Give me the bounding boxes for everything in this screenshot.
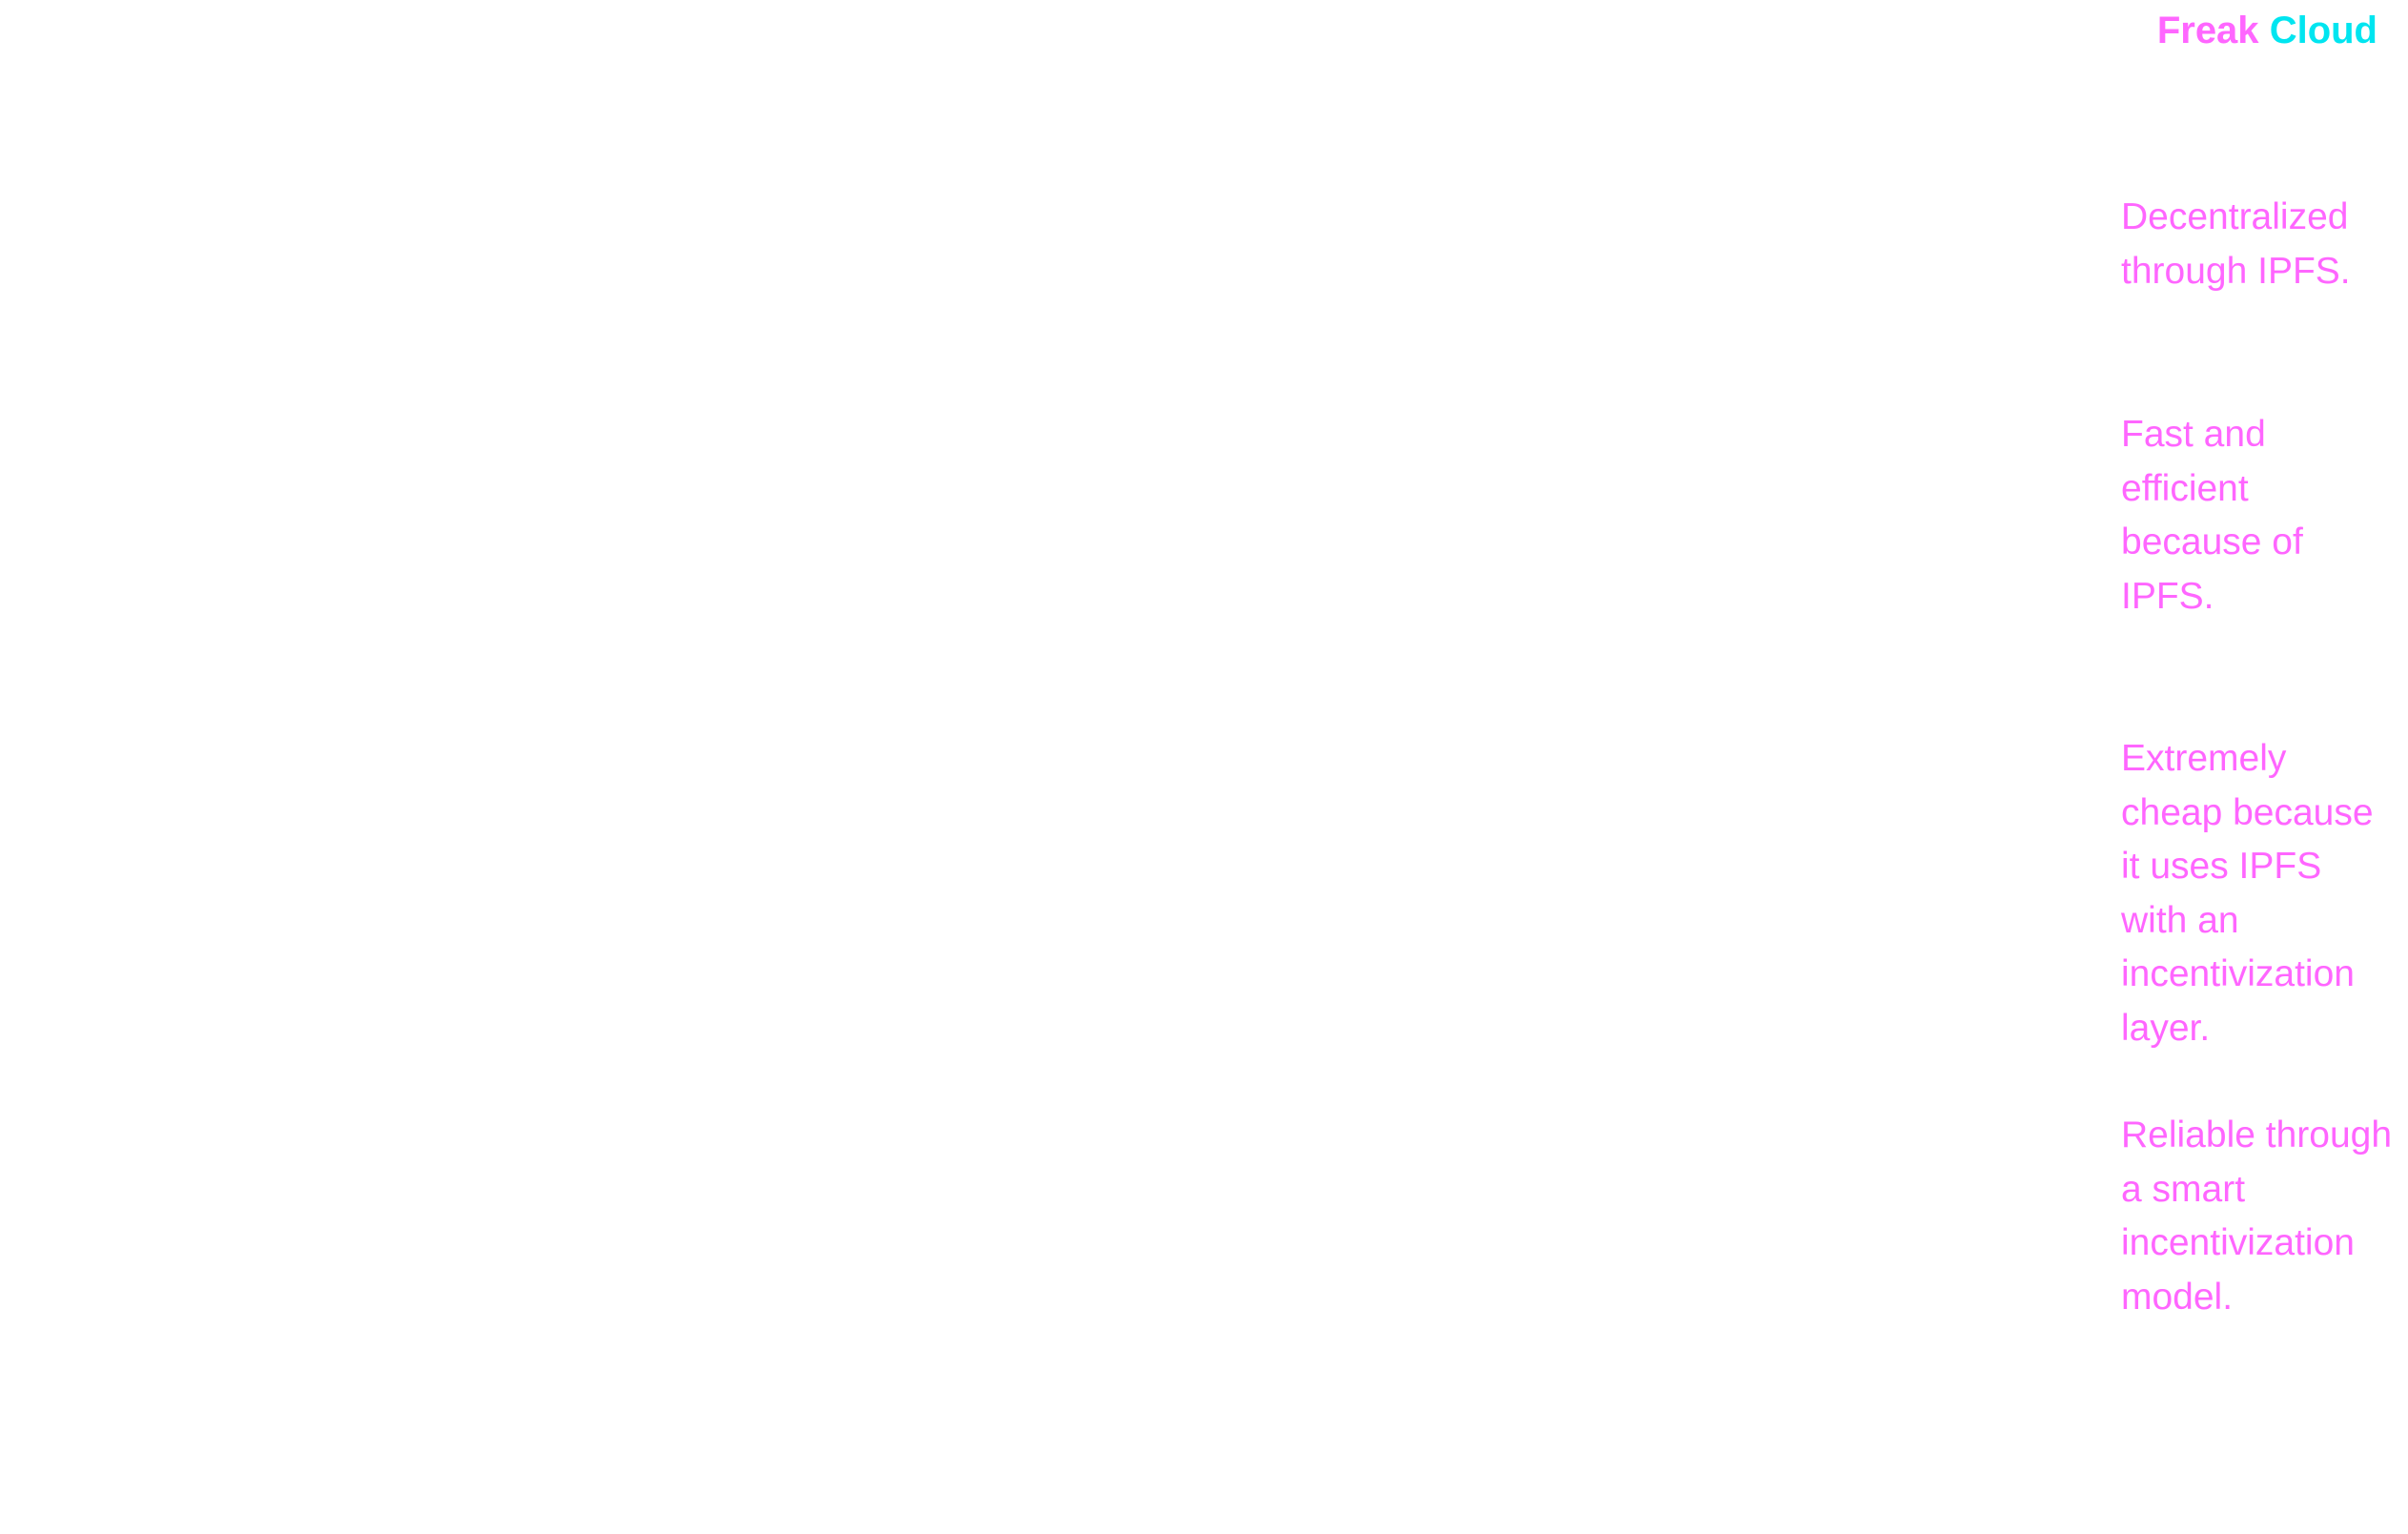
brand-word-cloud: Cloud — [2269, 10, 2377, 51]
feature-cheap: Extremely cheap because it uses IPFS with an incentivization layer. — [2121, 738, 2374, 1049]
brand-word-freak: Freak — [2156, 10, 2259, 51]
feature-reliable: Reliable through a smart incentivization model. — [2121, 1115, 2393, 1318]
brand-logo[interactable] — [2157, 6, 2377, 55]
feature-decentralized: Decentralized through IPFS. — [2121, 196, 2351, 292]
feature-fast-efficient: Fast and efficient because of IPFS. — [2121, 414, 2303, 617]
